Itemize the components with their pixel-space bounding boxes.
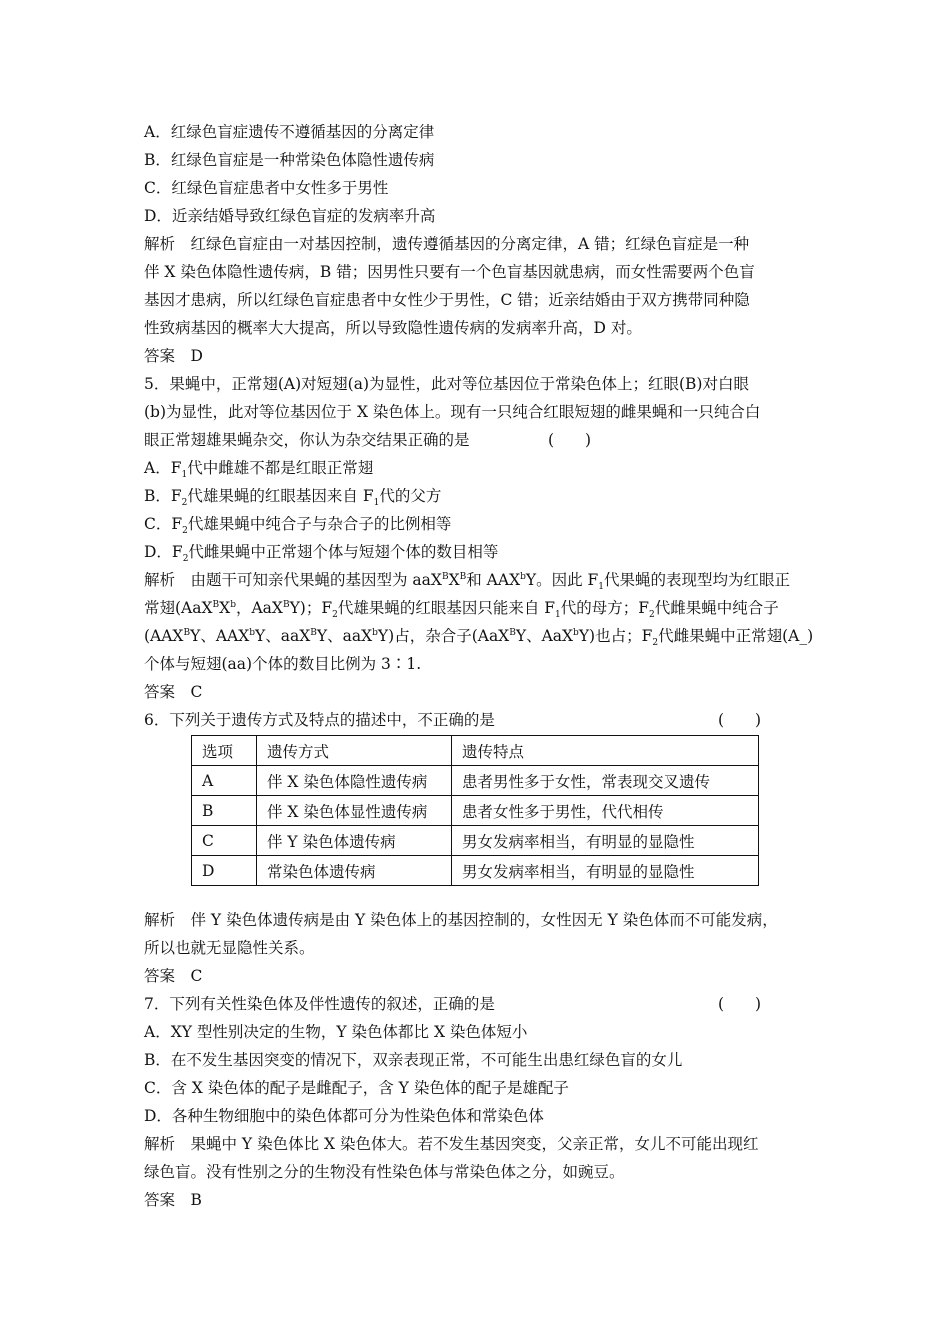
q4-option-d: D．近亲结婚导致红绿色盲症的发病率升高 xyxy=(144,207,436,225)
q6-answer-bracket: ( ) xyxy=(718,711,762,729)
inheritance-table xyxy=(191,735,759,886)
table-cell: A xyxy=(192,766,257,796)
table-row xyxy=(192,826,759,856)
q6-stem: 6．下列关于遗传方式及特点的描述中，不正确的是 xyxy=(144,711,495,729)
q5-option-b: B．$F_2$代雄果蝇的红眼基因来自 $F_1$代的父方 xyxy=(144,487,442,509)
q5-stem-line: 5．果蝇中，正常翅(A)对短翅(a)为显性，此对等位基因位于常染色体上；红眼(B)对白眼 xyxy=(144,375,749,393)
q4-analysis-line: 基因才患病，所以红绿色盲症患者中女性少于男性，C 错；近亲结婚由于双方携带同种隐 xyxy=(144,291,750,309)
q4-option-c: C．红绿色盲症患者中女性多于男性 xyxy=(144,179,389,197)
q5-analysis-line: 个体与短翅(aa)个体的数目比例为 3∶1. xyxy=(144,655,422,673)
table-cell: 常染色体遗传病 xyxy=(257,856,452,886)
q7-answer-bracket: ( ) xyxy=(718,995,762,1013)
table-row xyxy=(192,856,759,886)
q5-analysis-line: 解析 由题干可知亲代果蝇的基因型为 $aaX^BX^B$和 AAX$^b$Y。因此 $F_1$代果蝇的表现型均为红眼正 xyxy=(144,571,791,593)
q7-option-c: C．含 X 染色体的配子是雌配子，含 Y 染色体的配子是雄配子 xyxy=(144,1079,569,1097)
q7-answer: 答案 B xyxy=(144,1191,202,1209)
table-cell: 男女发病率相当，有明显的显隐性 xyxy=(452,826,759,856)
q6-analysis-line: 所以也就无显隐性关系。 xyxy=(144,939,315,957)
q7-option-b: B．在不发生基因突变的情况下，双亲表现正常，不可能生出患红绿色盲的女儿 xyxy=(144,1051,683,1069)
q6-analysis-line: 解析 伴 Y 染色体遗传病是由 Y 染色体上的基因控制的，女性因无 Y 染色体而不可能发病， xyxy=(144,911,778,929)
q5-option-d: D．$F_2$代雌果蝇中正常翅个体与短翅个体的数目相等 xyxy=(144,543,499,565)
table-cell: 男女发病率相当，有明显的显隐性 xyxy=(452,856,759,886)
q7-stem: 7．下列有关性染色体及伴性遗传的叙述，正确的是 xyxy=(144,995,495,1013)
q7-analysis-line: 解析 果蝇中 Y 染色体比 X 染色体大。若不发生基因突变，父亲正常，女儿不可能出现红 xyxy=(144,1135,759,1153)
q5-option-a: A．$F_1$代中雌雄不都是红眼正常翅 xyxy=(144,459,374,481)
table-cell: 患者女性多于男性，代代相传 xyxy=(452,796,759,826)
q5-option-c: C．$F_2$代雄果蝇中纯合子与杂合子的比例相等 xyxy=(144,515,452,537)
table-header-cell: 遗传特点 xyxy=(452,736,759,766)
q7-option-a: A．XY 型性别决定的生物，Y 染色体都比 X 染色体短小 xyxy=(144,1023,528,1041)
q5-answer: 答案 C xyxy=(144,683,203,701)
q5-analysis-line: ($AAX^BY$、AAX$^b$Y、aaX$^B$Y、aaX$^b$Y)占，杂合子(AaX$^B$Y、AaX$^b$Y)也占；$F_2$代雌果蝇中正常翅(A_) xyxy=(144,627,814,649)
q4-option-a: A．红绿色盲症遗传不遵循基因的分离定律 xyxy=(144,123,435,141)
table-cell: 伴 X 染色体显性遗传病 xyxy=(257,796,452,826)
q6-answer: 答案 C xyxy=(144,967,203,985)
table-header-row xyxy=(192,736,759,766)
table-row xyxy=(192,766,759,796)
table-header-cell: 选项 xyxy=(192,736,257,766)
table-cell: C xyxy=(192,826,257,856)
q4-analysis-line: 伴 X 染色体隐性遗传病，B 错；因男性只要有一个色盲基因就患病，而女性需要两个色盲 xyxy=(144,263,755,281)
table-cell: 伴 Y 染色体遗传病 xyxy=(257,826,452,856)
q5-analysis-line: 常翅($AaX^BX^b$，AaX$^B$Y)；$F_2$代雄果蝇的红眼基因只能来自 $F_1$代的母方；$F_2$代雌果蝇中纯合子 xyxy=(144,599,779,621)
q5-stem-line: 眼正常翅雄果蝇杂交，你认为杂交结果正确的是 xyxy=(144,431,470,449)
table-cell: B xyxy=(192,796,257,826)
q4-analysis-line: 性致病基因的概率大大提高，所以导致隐性遗传病的发病率升高，D 对。 xyxy=(144,319,642,337)
q7-option-d: D．各种生物细胞中的染色体都可分为性染色体和常染色体 xyxy=(144,1107,544,1125)
table-row xyxy=(192,796,759,826)
q4-answer: 答案 D xyxy=(144,347,203,365)
table-cell: 患者男性多于女性，常表现交叉遗传 xyxy=(452,766,759,796)
q4-analysis-line: 解析 红绿色盲症由一对基因控制，遗传遵循基因的分离定律，A 错；红绿色盲症是一种 xyxy=(144,235,750,253)
q7-analysis-line: 绿色盲。没有性别之分的生物没有性染色体与常染色体之分，如豌豆。 xyxy=(144,1163,625,1181)
q5-answer-bracket: ( ) xyxy=(548,431,592,449)
table-cell: D xyxy=(192,856,257,886)
table-cell: 伴 X 染色体隐性遗传病 xyxy=(257,766,452,796)
q4-option-b: B．红绿色盲症是一种常染色体隐性遗传病 xyxy=(144,151,435,169)
q5-stem-line: (b)为显性，此对等位基因位于 X 染色体上。现有一只纯合红眼短翅的雌果蝇和一只纯合白 xyxy=(144,403,761,421)
table-header-cell: 遗传方式 xyxy=(257,736,452,766)
